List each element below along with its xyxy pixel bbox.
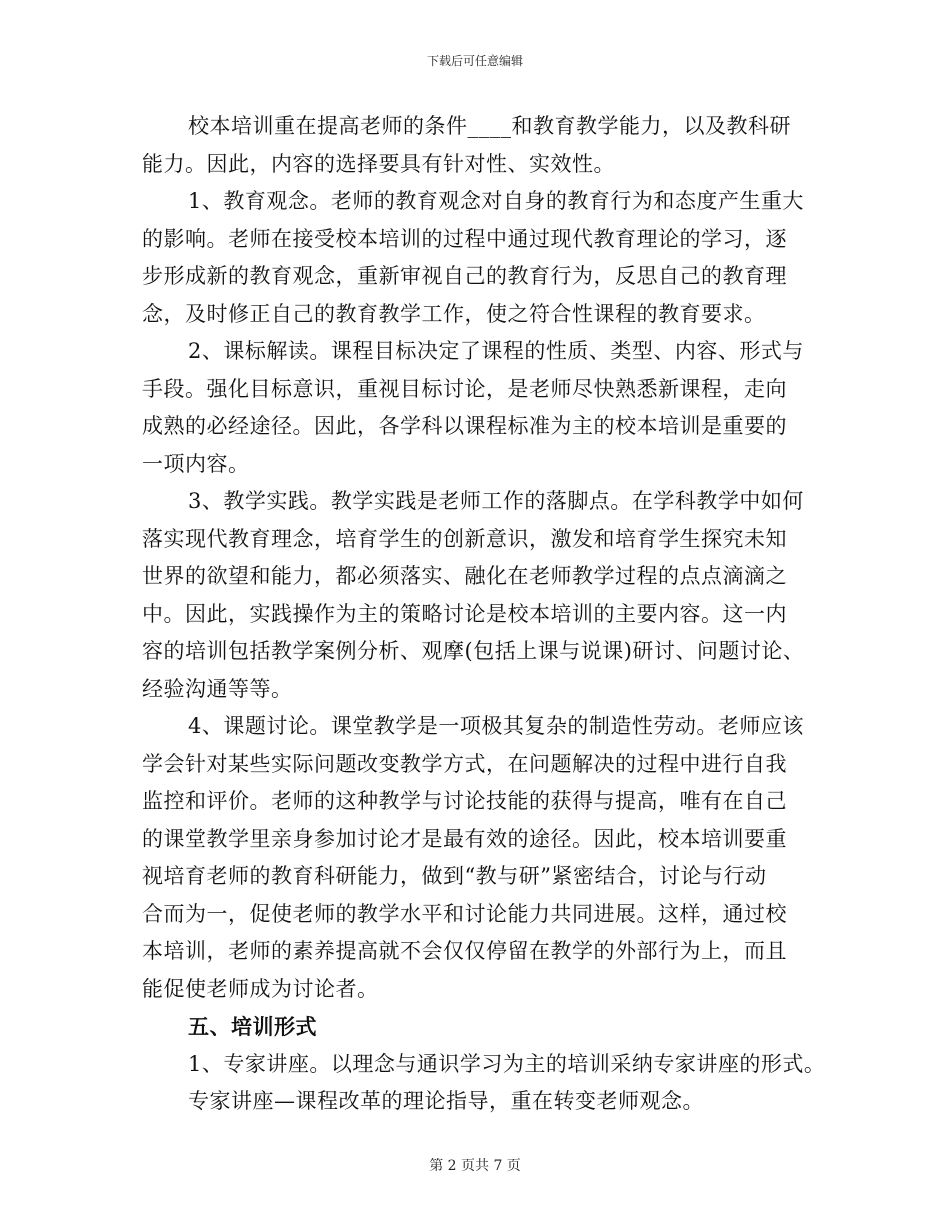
paragraph-line: 学会针对某些实际问题改变教学方式，在问题解决的过程中进行自我 bbox=[142, 751, 787, 776]
paragraph-line: 步形成新的教育观念，重新审视自己的教育行为，反思自己的教育理 bbox=[142, 264, 787, 288]
section-heading: 五、培训形式 bbox=[188, 1014, 317, 1039]
paragraph-line: 成熟的必经途径。因此，各学科以课程标准为主的校本培训是重要的 bbox=[142, 414, 787, 438]
paragraph-line: 视培育老师的教育科研能力，做到“教与研”紧密结合，讨论与行动 bbox=[142, 864, 767, 888]
paragraph-line: 监控和评价。老师的这种教学与讨论技能的获得与提高，唯有在自己 bbox=[142, 789, 787, 813]
paragraph-line: 的影响。老师在接受校本培训的过程中通过现代教育理论的学习，逐 bbox=[142, 226, 787, 251]
paragraph-line: 能力。因此，内容的选择要具有针对性、实效性。 bbox=[142, 151, 615, 176]
paragraph-line: 能促使老师成为讨论者。 bbox=[142, 976, 379, 1001]
document-body bbox=[142, 108, 826, 1121]
paragraph-line: 的课堂教学里亲身参加讨论才是最有效的途径。因此，校本培训要重 bbox=[142, 826, 787, 851]
paragraph-line: 落实现代教育理念，培育学生的创新意识，激发和培育学生探究未知 bbox=[142, 526, 787, 551]
page-number-footer: 第 2 页共 7 页 bbox=[429, 1158, 521, 1174]
paragraph-line: 一项内容。 bbox=[142, 451, 250, 476]
paragraph-line: 经验沟通等等。 bbox=[142, 676, 293, 701]
paragraph-line: 1、专家讲座。以理念与通识学习为主的培训采纳专家讲座的形式。 bbox=[188, 1051, 826, 1076]
paragraph-line: 3、教学实践。教学实践是老师工作的落脚点。在学科教学中如何 bbox=[188, 489, 804, 513]
paragraph-line: 中。因此，实践操作为主的策略讨论是校本培训的主要内容。这一内 bbox=[142, 601, 787, 626]
paragraph-line: 合而为一，促使老师的教学水平和讨论能力共同进展。这样，通过校 bbox=[142, 901, 787, 926]
paragraph-line: 容的培训包括教学案例分析、观摩(包括上课与说课)研讨、问题讨论、 bbox=[142, 639, 805, 663]
page-header-note: 下载后可任意编辑 bbox=[426, 54, 523, 68]
paragraph-line: 念，及时修正自己的教育教学工作，使之符合性课程的教育要求。 bbox=[142, 301, 766, 326]
paragraph-line: 4、课题讨论。课堂教学是一项极其复杂的制造性劳动。老师应该 bbox=[188, 714, 804, 738]
paragraph-line: 本培训，老师的素养提高就不会仅仅停留在教学的外部行为上，而且 bbox=[142, 939, 787, 963]
paragraph-line: 1、教育观念。老师的教育观念对自身的教育行为和态度产生重大 bbox=[188, 189, 804, 213]
paragraph-line: 专家讲座—课程改革的理论指导，重在转变老师观念。 bbox=[188, 1089, 704, 1113]
paragraph-line: 手段。强化目标意识，重视目标讨论，是老师尽快熟悉新课程，走向 bbox=[142, 376, 787, 401]
paragraph-line: 校本培训重在提高老师的条件____和教育教学能力，以及教科研 bbox=[188, 114, 791, 138]
paragraph-line: 2、课标解读。课程目标决定了课程的性质、类型、内容、形式与 bbox=[188, 339, 804, 363]
paragraph-line: 世界的欲望和能力，都必须落实、融化在老师教学过程的点点滴滴之 bbox=[142, 564, 787, 588]
